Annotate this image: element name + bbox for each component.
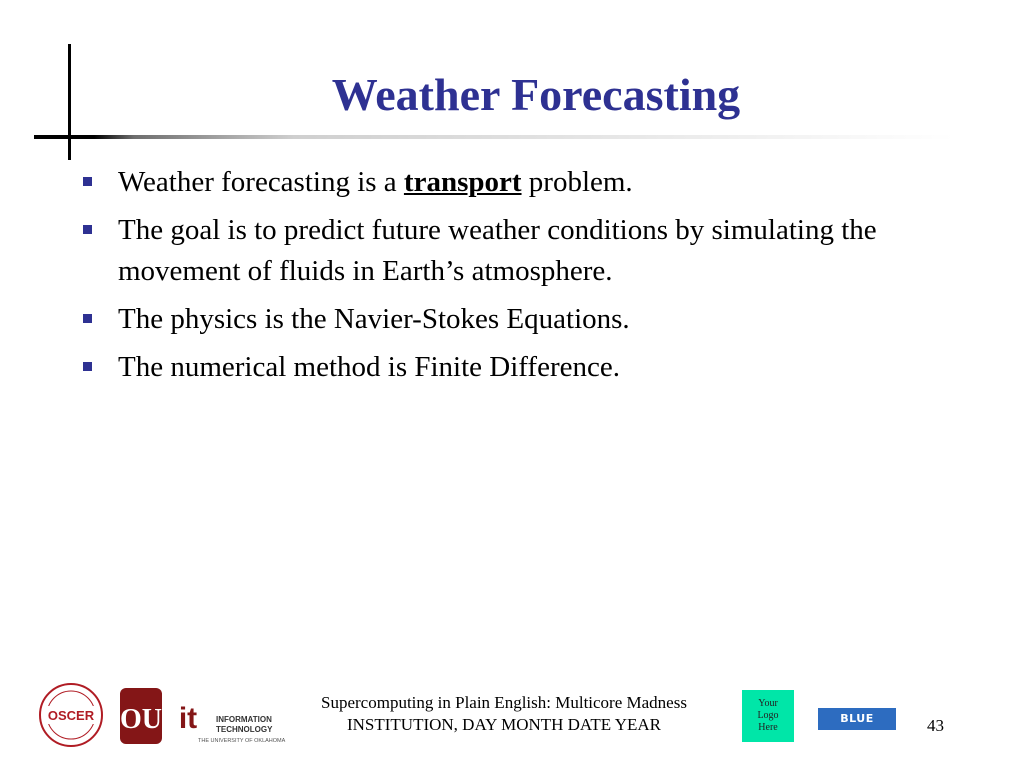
ou-logo (118, 686, 164, 746)
bullet-text-pre: Weather forecasting is a (118, 166, 404, 198)
svg-text:TECHNOLOGY: TECHNOLOGY (216, 725, 273, 734)
footer-line-1: Supercomputing in Plain English: Multicore Madness (321, 693, 687, 712)
svg-text:INFORMATION: INFORMATION (216, 715, 272, 724)
bullet-item (80, 162, 940, 203)
title-underline-rule (34, 135, 954, 139)
placeholder-line-3: Here (758, 722, 778, 733)
bullet-text-post: problem. (521, 166, 633, 198)
bullet-square-icon (83, 225, 92, 234)
bullet-text: The numerical method is Finite Difference. (118, 351, 620, 383)
placeholder-line-1: Your (758, 698, 778, 709)
svg-text:THE UNIVERSITY OF OKLAHOMA: THE UNIVERSITY OF OKLAHOMA (198, 738, 286, 744)
blue-waters-logo: BLUE WATERS (818, 708, 896, 730)
slide-title: Weather Forecasting (331, 69, 741, 120)
svg-text:OSCER: OSCER (47, 708, 95, 723)
oscer-logo (24, 682, 118, 748)
bullet-item (80, 347, 940, 388)
bullet-text: The physics is the Navier-Stokes Equations. (118, 303, 630, 335)
placeholder-line-2: Logo (757, 710, 779, 721)
bullet-list (80, 162, 940, 395)
your-logo-placeholder (742, 690, 794, 742)
footer-text (282, 692, 726, 736)
bullet-square-icon (83, 362, 92, 371)
bullet-text: The goal is to predict future weather conditions by simulating the movement of fluids in Earth’s atmosphere. (118, 214, 877, 287)
it-logo (168, 686, 286, 748)
footer-line-2: INSTITUTION, DAY MONTH DATE YEAR (346, 715, 661, 734)
bullet-keyword-transport: transport (403, 166, 522, 198)
page-number: 43 (927, 716, 944, 735)
svg-text:it: it (178, 702, 198, 735)
bullet-item (80, 210, 940, 292)
svg-text:OU: OU (120, 704, 162, 735)
bullet-item (80, 299, 940, 340)
bullet-square-icon (83, 177, 92, 186)
bullet-square-icon (83, 314, 92, 323)
